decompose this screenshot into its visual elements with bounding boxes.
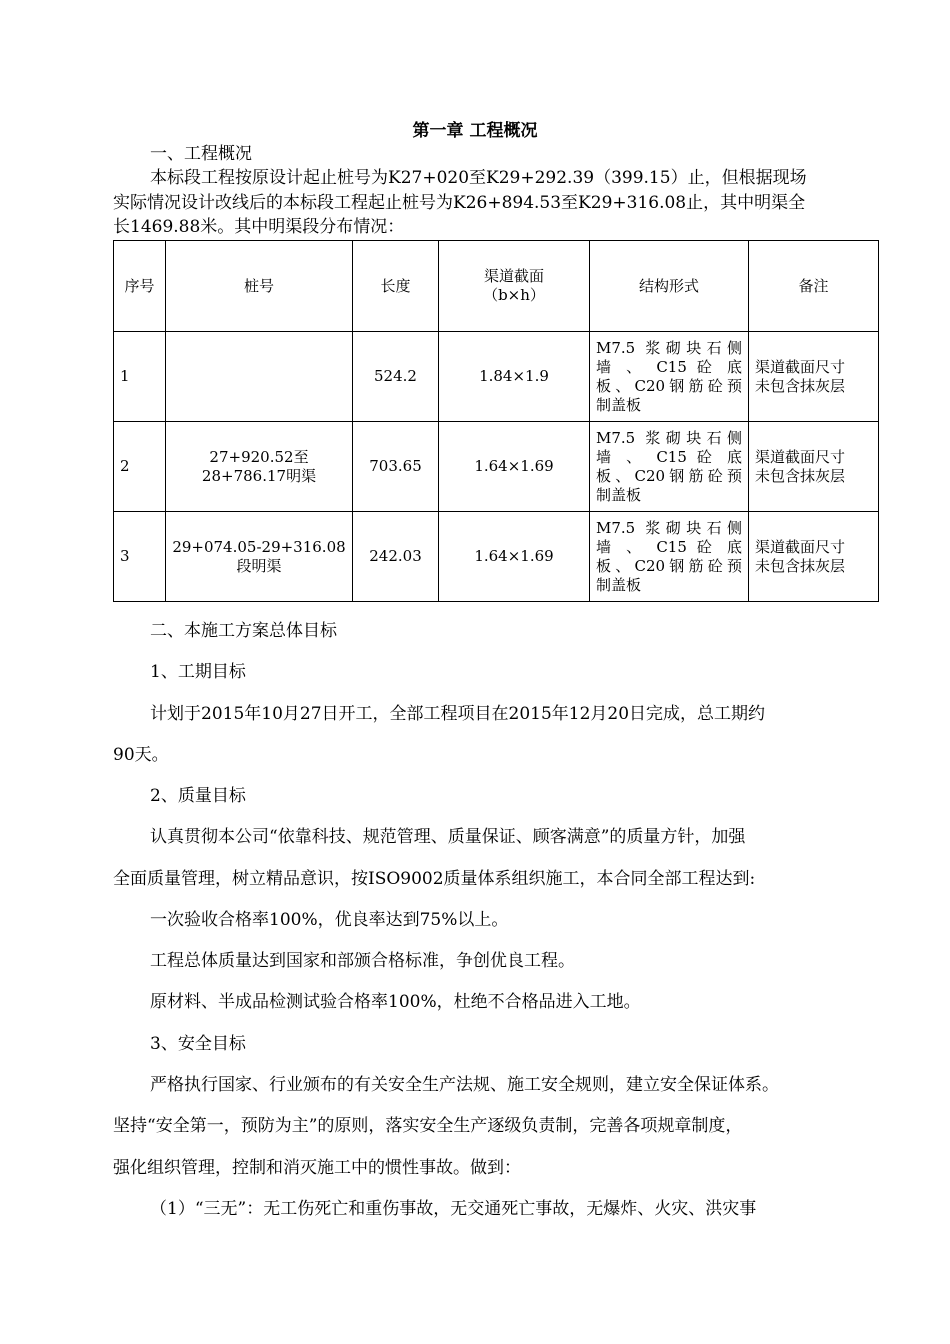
cell-note — [749, 512, 879, 602]
paragraph-line: 实际情况设计改线后的本标段工程起止桩号为K26+894.53至K29+316.08止，其中明渠全 — [113, 193, 806, 213]
paragraph-line: 坚持“安全第一，预防为主”的原则，落实安全生产逐级负责制，完善各项规章制度， — [113, 1116, 743, 1136]
structure-line: 板、C20钢筋砼预 — [596, 376, 742, 395]
cell-section: 1.64×1.69 — [439, 422, 590, 512]
structure-line: 制盖板 — [596, 395, 642, 414]
structure-line: 墙 、 C15 砼 底 — [596, 357, 742, 376]
structure-line: 墙 、 C15 砼 底 — [596, 447, 742, 466]
structure-line: 制盖板 — [596, 575, 642, 594]
paragraph-line: 一次验收合格率100%，优良率达到75%以上。 — [150, 910, 509, 930]
cell-length: 703.65 — [353, 422, 439, 512]
cell-structure — [590, 512, 749, 602]
header-cell: 序号 — [114, 241, 166, 332]
paragraph-line: （1）“三无”：无工伤死亡和重伤事故，无交通死亡事故，无爆炸、火灾、洪灾事 — [150, 1199, 757, 1219]
paragraph-line: 本标段工程按原设计起止桩号为K27+020至K29+292.39（399.15）止，但根据现场 — [150, 168, 807, 188]
cell-section: 1.64×1.69 — [439, 512, 590, 602]
paragraph-line: 全面质量管理，树立精品意识，按ISO9002质量体系组织施工，本合同全部工程达到: — [113, 869, 756, 889]
cell-length: 242.03 — [353, 512, 439, 602]
paragraph-line: 强化组织管理，控制和消灭施工中的惯性事故。做到： — [113, 1158, 521, 1178]
stake-line: 29+074.05-29+316.08 — [172, 537, 346, 556]
paragraph-line: 计划于2015年10月27日开工，全部工程项目在2015年12月20日完成，总工期约 — [150, 704, 766, 724]
paragraph-line: 认真贯彻本公司“依靠科技、规范管理、质量保证、顾客满意”的质量方针，加强 — [150, 827, 746, 847]
note-line: 未包含抹灰层 — [755, 556, 846, 575]
cell-note — [749, 422, 879, 512]
stake-line: 27+920.52至 — [209, 447, 309, 466]
paragraph-line: 90天。 — [113, 745, 169, 765]
header-cell: 结构形式 — [590, 241, 749, 332]
cell-stake — [166, 422, 353, 512]
structure-line: 墙 、 C15 砼 底 — [596, 537, 742, 556]
channel-table — [113, 240, 879, 602]
paragraph-line: 长1469.88米。其中明渠段分布情况： — [113, 217, 405, 237]
cell-length: 524.2 — [353, 332, 439, 422]
note-line: 未包含抹灰层 — [755, 466, 846, 485]
header-cell: 桩号 — [166, 241, 353, 332]
subheading: 1、工期目标 — [150, 662, 246, 682]
chapter-title: 第一章 工程概况 — [412, 121, 538, 141]
cell-no: 2 — [114, 422, 166, 512]
structure-line: 制盖板 — [596, 485, 642, 504]
table-header-row — [114, 241, 879, 332]
table-row — [114, 422, 879, 512]
section-heading: 二、本施工方案总体目标 — [150, 621, 337, 641]
table-row — [114, 512, 879, 602]
cell-no: 3 — [114, 512, 166, 602]
note-line: 未包含抹灰层 — [755, 376, 846, 395]
cell-no: 1 — [114, 332, 166, 422]
header-line: 渠道截面 — [483, 267, 544, 285]
structure-line: 板、C20钢筋砼预 — [596, 556, 742, 575]
cell-note — [749, 332, 879, 422]
cell-structure — [590, 422, 749, 512]
stake-line: 段明渠 — [236, 556, 282, 575]
note-line: 渠道截面尺寸 — [755, 447, 846, 466]
header-cell: 长度 — [353, 241, 439, 332]
subheading: 3、安全目标 — [150, 1034, 246, 1054]
header-cell: 备注 — [749, 241, 879, 332]
structure-line: 板、C20钢筋砼预 — [596, 466, 742, 485]
cell-stake — [166, 512, 353, 602]
section-heading: 一、工程概况 — [150, 144, 252, 164]
table-row — [114, 332, 879, 422]
cell-stake — [166, 332, 353, 422]
cell-structure — [590, 332, 749, 422]
structure-line: M7.5 浆砌块石侧 — [596, 518, 742, 537]
paragraph-line: 严格执行国家、行业颁布的有关安全生产法规、施工安全规则，建立安全保证体系。 — [150, 1075, 779, 1095]
header-cell — [439, 241, 590, 332]
header-line: （b×h） — [483, 286, 545, 304]
subheading: 2、质量目标 — [150, 786, 246, 806]
paragraph-line: 工程总体质量达到国家和部颁合格标准，争创优良工程。 — [150, 951, 575, 971]
structure-line: M7.5 浆砌块石侧 — [596, 428, 742, 447]
cell-section: 1.84×1.9 — [439, 332, 590, 422]
structure-line: M7.5 浆砌块石侧 — [596, 338, 742, 357]
note-line: 渠道截面尺寸 — [755, 537, 846, 556]
stake-line: 28+786.17明渠 — [201, 466, 317, 485]
note-line: 渠道截面尺寸 — [755, 357, 846, 376]
paragraph-line: 原材料、半成品检测试验合格率100%，杜绝不合格品进入工地。 — [150, 992, 641, 1012]
